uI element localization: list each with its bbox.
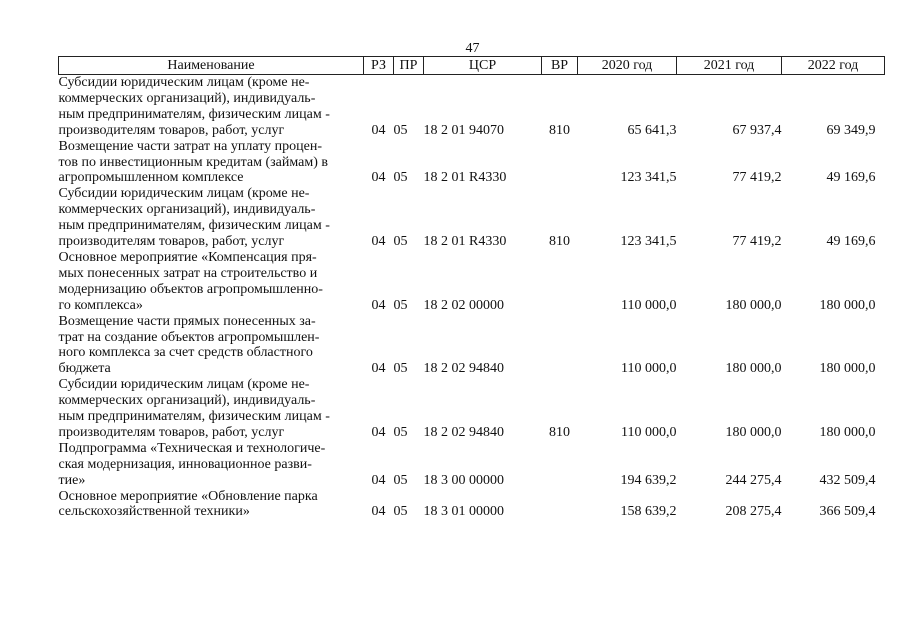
row-value-2020: 65 641,3 (627, 122, 677, 138)
row-rz: 04 (371, 122, 386, 138)
table-row (59, 186, 885, 250)
col-header-2022: 2022 год (782, 57, 885, 75)
row-name-line: производителям товаров, работ, услуг (58, 122, 285, 138)
row-name (59, 139, 364, 187)
row-rz: 04 (371, 504, 386, 520)
row-vr: 810 (549, 234, 570, 250)
row-value-2021: 77 419,2 (732, 170, 782, 186)
row-csr: 18 2 02 00000 (423, 297, 504, 313)
row-csr: 18 2 01 R4330 (423, 234, 507, 250)
row-csr: 18 2 02 94840 (423, 361, 504, 377)
row-value-2020: 110 000,0 (621, 424, 677, 440)
table-row (59, 489, 885, 521)
row-pr: 05 (393, 424, 408, 440)
row-pr: 05 (393, 472, 408, 488)
row-name-line: мых понесенных затрат на строительство и (58, 265, 318, 281)
row-csr: 18 3 00 00000 (423, 472, 504, 488)
row-value-2022: 69 349,9 (826, 122, 876, 138)
row-name (59, 75, 364, 139)
row-vr (542, 441, 578, 489)
col-header-vr: ВР (542, 57, 578, 75)
row-csr: 18 2 01 94070 (423, 122, 504, 138)
row-value-2021: 180 000,0 (725, 361, 782, 377)
row-value-2021: 180 000,0 (725, 297, 782, 313)
row-name-line: трат на создание объектов агропромышлен- (58, 329, 320, 345)
row-rz: 04 (371, 297, 386, 313)
row-name-line: Субсидии юридическим лицам (кроме не- (58, 377, 310, 393)
row-vr: 810 (549, 122, 570, 138)
row-name-line: ным предпринимателям, физическим лицам - (58, 218, 330, 234)
col-header-2020: 2020 год (578, 57, 677, 75)
row-value-2021: 77 419,2 (732, 234, 782, 250)
row-value-2020: 123 341,5 (620, 234, 677, 250)
page-number: 47 (465, 41, 480, 56)
row-vr: 810 (549, 424, 570, 440)
row-value-2020: 110 000,0 (621, 361, 677, 377)
row-value-2022: 366 509,4 (819, 504, 876, 520)
row-pr: 05 (393, 361, 408, 377)
row-value-2021: 244 275,4 (725, 472, 782, 488)
row-value-2021: 180 000,0 (725, 424, 782, 440)
row-csr: 18 2 01 R4330 (423, 170, 507, 186)
row-rz: 04 (371, 472, 386, 488)
row-name (59, 186, 364, 250)
table-row (59, 139, 885, 187)
row-name-line: Подпрограмма «Техническая и технологиче- (58, 440, 326, 456)
row-name-line: сельскохозяйственной техники» (58, 504, 250, 520)
row-name-line: коммерческих организаций), индивидуаль- (58, 202, 316, 218)
row-pr: 05 (393, 122, 408, 138)
table-row (59, 377, 885, 441)
row-vr (542, 314, 578, 378)
row-name-line: ным предпринимателям, физическим лицам - (58, 106, 330, 122)
row-pr: 05 (393, 234, 408, 250)
table-row (59, 75, 885, 139)
row-name-line: производителям товаров, работ, услуг (58, 234, 285, 250)
table-row (59, 441, 885, 489)
row-value-2020: 110 000,0 (621, 297, 677, 313)
row-name-line: Основное мероприятие «Компенсация пря- (58, 249, 317, 265)
col-header-pr: ПР (394, 57, 424, 75)
row-name (59, 441, 364, 489)
row-name-line: Возмещение части затрат на уплату процен- (58, 138, 322, 154)
table-row (59, 314, 885, 378)
col-header-name: Наименование (59, 57, 364, 75)
row-csr: 18 3 01 00000 (423, 504, 504, 520)
row-value-2021: 208 275,4 (725, 504, 782, 520)
row-value-2020: 158 639,2 (620, 504, 677, 520)
row-name-line: коммерческих организаций), индивидуаль- (58, 90, 316, 106)
row-name-line: Субсидии юридическим лицам (кроме не- (58, 186, 310, 202)
row-name-line: Основное мероприятие «Обновление парка (58, 488, 318, 504)
row-name (59, 489, 364, 521)
row-name-line: ного комплекса за счет средств областного (58, 345, 313, 361)
row-rz: 04 (371, 424, 386, 440)
col-header-2021: 2021 год (677, 57, 782, 75)
row-name-line: ская модернизация, инновационное разви- (58, 456, 312, 472)
row-rz: 04 (371, 170, 386, 186)
row-name (59, 314, 364, 378)
row-value-2022: 432 509,4 (819, 472, 876, 488)
row-name-line: ным предпринимателям, физическим лицам - (58, 409, 330, 425)
row-name-line: тов по инвестиционным кредитам (займам) в (58, 154, 328, 170)
row-value-2022: 180 000,0 (819, 424, 876, 440)
row-name-line: тие» (58, 472, 86, 488)
row-rz: 04 (371, 361, 386, 377)
row-vr (542, 139, 578, 187)
row-pr: 05 (393, 504, 408, 520)
row-name-line: коммерческих организаций), индивидуаль- (58, 393, 316, 409)
row-name-line: го комплекса» (58, 297, 143, 313)
table-body (59, 75, 885, 521)
budget-table (58, 56, 885, 520)
row-value-2022: 49 169,6 (826, 234, 876, 250)
row-value-2020: 123 341,5 (620, 170, 677, 186)
row-value-2022: 180 000,0 (819, 361, 876, 377)
row-name-line: бюджета (58, 361, 111, 377)
row-value-2020: 194 639,2 (620, 472, 677, 488)
row-name (59, 377, 364, 441)
row-pr: 05 (393, 170, 408, 186)
row-value-2022: 49 169,6 (826, 170, 876, 186)
row-name-line: Возмещение части прямых понесенных за- (58, 313, 316, 329)
row-name-line: агропромышленном комплексе (58, 170, 244, 186)
table-header-row (59, 57, 885, 75)
row-vr (542, 250, 578, 314)
row-vr (542, 489, 578, 521)
table-row (59, 250, 885, 314)
row-csr: 18 2 02 94840 (423, 424, 504, 440)
row-name (59, 250, 364, 314)
row-value-2022: 180 000,0 (819, 297, 876, 313)
row-pr: 05 (393, 297, 408, 313)
col-header-csr: ЦСР (424, 57, 542, 75)
row-name-line: производителям товаров, работ, услуг (58, 424, 285, 440)
row-name-line: Субсидии юридическим лицам (кроме не- (58, 75, 310, 90)
row-name-line: модернизацию объектов агропромышленно- (58, 281, 323, 297)
col-header-rz: РЗ (364, 57, 394, 75)
row-value-2021: 67 937,4 (732, 122, 782, 138)
row-rz: 04 (371, 234, 386, 250)
